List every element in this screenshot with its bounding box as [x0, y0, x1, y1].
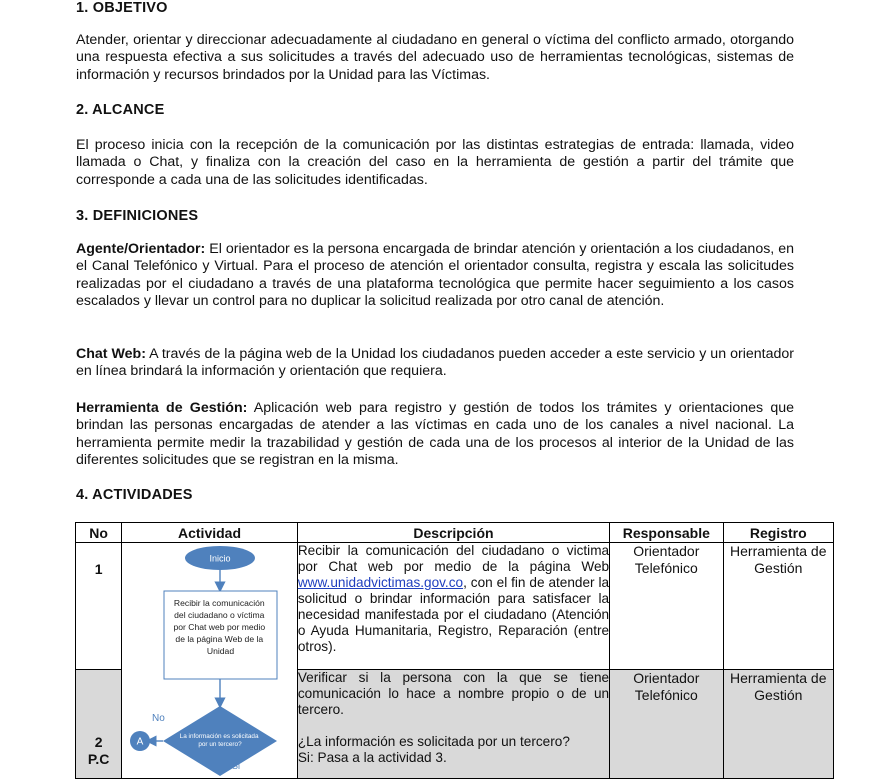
row-number-line: 2: [94, 734, 103, 750]
heading-definiciones: 3. DEFINICIONES: [76, 208, 199, 224]
no-label: No: [152, 713, 165, 724]
definition-term: Herramienta de Gestión:: [76, 400, 248, 416]
alcance-text: El proceso inicia con la recepción de la comunicación por las distintas estrategias de entrada: llamada, video llamada o Chat, y finaliza con la creación del caso en la herramienta de gestión a partir del trámite que corresponde a cada una de las solicitudes identificadas.: [76, 137, 794, 188]
definition-text: A través de la página web de la Unidad los ciudadanos pueden acceder a este servicio y un orientador en línea brindará la información y orientación que requiera.: [76, 346, 794, 380]
description-text: Recibir la comunicación del ciudadano o victima por Chat web por medio de la página Web: [297, 543, 610, 574]
description-question: ¿La información es solicitada por un tercero?: [297, 734, 570, 749]
row-registro: Herramienta de Gestión: [723, 543, 833, 670]
definition-text: Aplicación web para registro y gestión de todos los trámites y orientaciones que brindan las personas encargadas de atender a las víctimas en cada uno de los canales a nivel nacional. La herramienta permite medir la trazabilidad y gestión de cada una de los procesos al interior de la Unidad de las diferentes solicitudes que se registran en la misma.: [76, 400, 795, 468]
table-row: [76, 543, 834, 670]
row-registro: Herramienta de Gestión: [723, 670, 833, 779]
start-label: Inicio: [209, 553, 231, 564]
row-responsable: Orientador Telefónico: [610, 543, 723, 670]
header-descripcion: Descripción: [297, 523, 609, 543]
definition-herramienta: [76, 400, 794, 469]
yes-label: Si: [232, 761, 241, 771]
objetivo-text: Atender, orientar y direccionar adecuadamente al ciudadano en general o víctima del conflicto armado, otorgando una respuesta efectiva a sus solicitudes a través del adecuado uso de herramientas tecnológicas, sistemas de información y recursos brindados por la Unidad para las Víctimas.: [76, 32, 794, 83]
definition-agente: [76, 241, 794, 310]
unidad-victimas-link[interactable]: www.unidadvictimas.gov.co: [297, 575, 464, 590]
description-text: Verificar si la persona con la que se tiene comunicación lo hace a nombre propio o de un tercero.: [297, 670, 610, 717]
header-actividad: Actividad: [122, 523, 298, 543]
row-description: [297, 543, 609, 670]
activity-box-label: Recibir la comunicación del ciudadano o víctima por Chat web por medio de la página Web de la Unidad: [173, 598, 266, 656]
table-header-row: [76, 523, 834, 543]
header-responsable: Responsable: [610, 523, 723, 543]
row-number: [76, 670, 122, 779]
heading-objetivo: 1. OBJETIVO: [76, 0, 168, 16]
flowchart-cell: [122, 543, 298, 779]
activities-table: [75, 522, 834, 779]
heading-actividades: 4. ACTIVIDADES: [76, 487, 193, 503]
header-no: No: [76, 523, 122, 543]
header-registro: Registro: [723, 523, 833, 543]
definition-chat-web: [76, 346, 794, 381]
row-description: [297, 670, 609, 779]
heading-alcance: 2. ALCANCE: [76, 102, 165, 118]
definition-term: Chat Web:: [76, 346, 146, 362]
description-text: , con el fin de atender la solicitud o brindar información para satisfacer la necesidad manifestada por el ciudadano (Atención o Ayuda Humanitaria, Registro, Reparación (entre otros).: [297, 575, 610, 654]
decision-label: La información es solicitada por un tercero?: [179, 733, 259, 748]
definition-text: El orientador es la persona encargada de brindar atención y orientación a los ciudadanos, en el Canal Telefónico y Virtual. Para el proceso de atención el orientador consulta, registra y escala las solicitudes realizadas por el ciudadano a través de una plataforma tecnológica que permite hacer seguimiento a los casos escalados y llevar un control para no duplicar la solicitud realizada por otro canal de atención.: [76, 241, 794, 309]
description-answer: Si: Pasa a la actividad 3.: [297, 750, 447, 765]
row-responsable: Orientador Telefónico: [610, 670, 723, 779]
row-number-line: P.C: [87, 751, 110, 767]
connector-label: A: [136, 736, 144, 748]
row-number: 1: [76, 543, 122, 670]
flowchart: [122, 543, 297, 771]
definition-term: Agente/Orientador:: [76, 241, 206, 257]
